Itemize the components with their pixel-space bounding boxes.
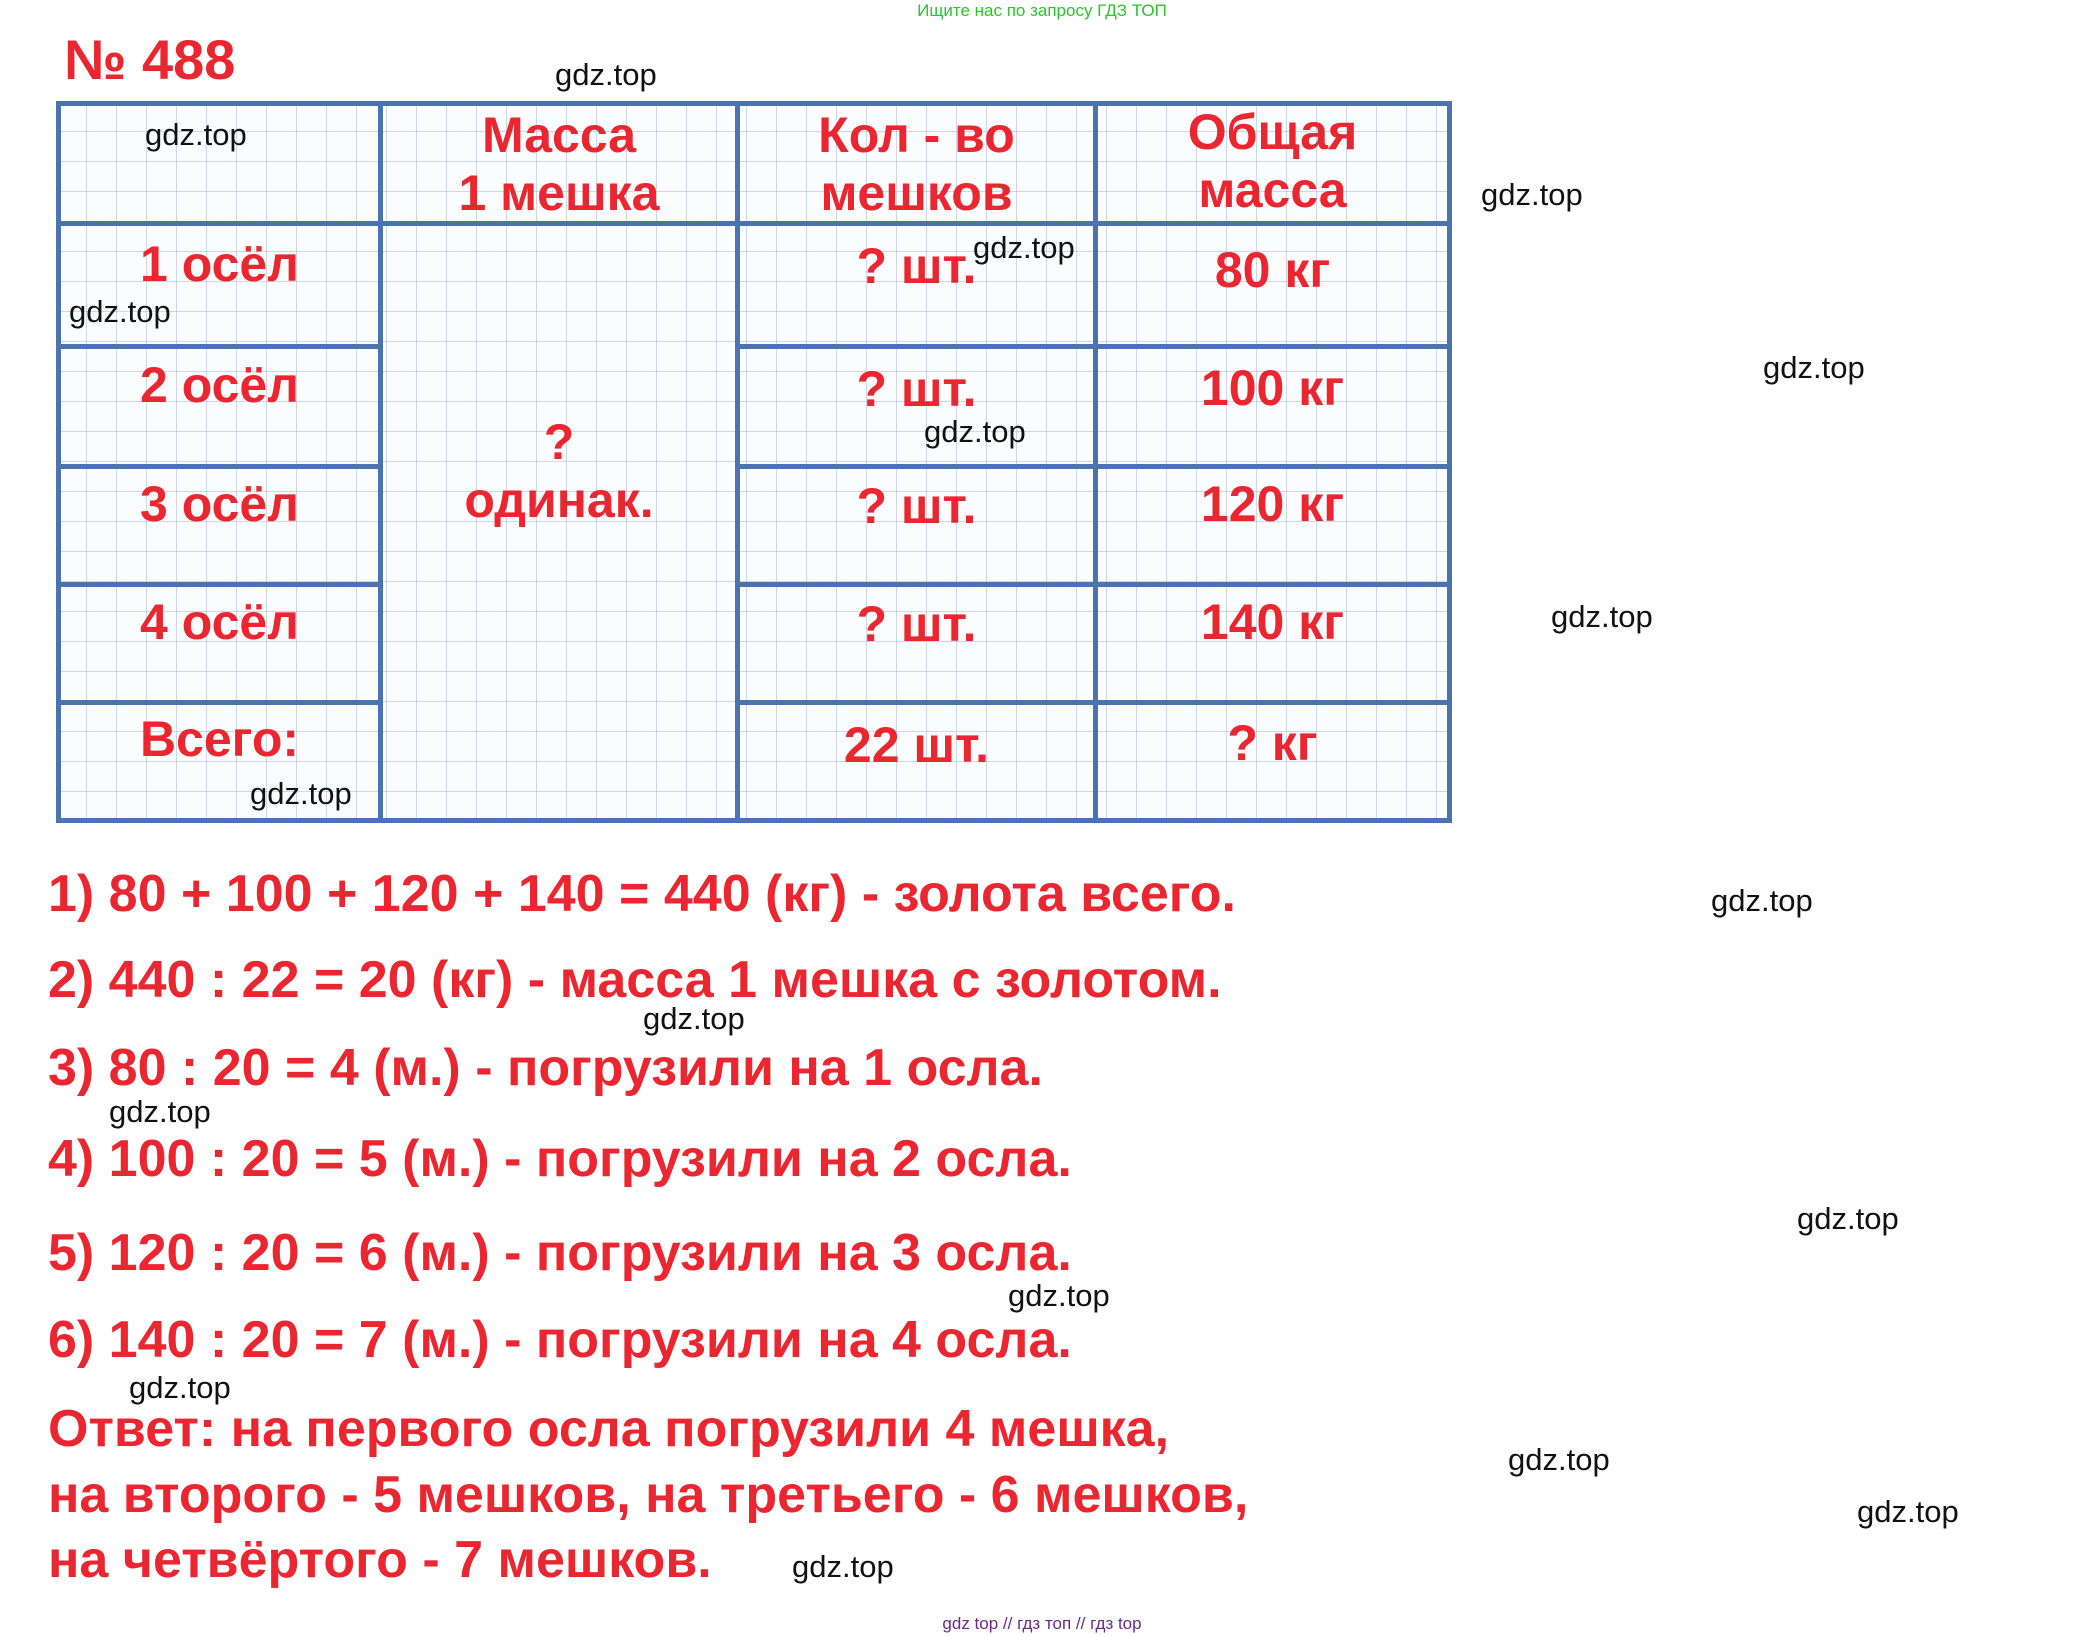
row-label: 1 осёл [140,236,299,292]
answer-line: на второго - 5 мешков, на третьего - 6 мешков, [48,1466,1249,1524]
watermark: gdz.top [109,1094,211,1129]
data-table [56,101,1452,823]
total-mass-cell: 100 кг [1200,360,1345,416]
row-label: 4 осёл [140,594,299,650]
table-border [735,344,1452,349]
table-border [735,464,1452,469]
watermark: gdz.top [145,117,247,152]
table-border [56,700,383,705]
watermark: gdz.top [250,776,352,811]
solution-step: 2) 440 : 22 = 20 (кг) - масса 1 мешка с золотом. [48,951,1222,1009]
header-total-mass: Общая масса [1187,104,1358,218]
watermark: gdz.top [924,414,1026,449]
total-mass-cell: 120 кг [1200,476,1345,532]
table-border [735,582,1452,587]
answer-line: Ответ: на первого осла погрузили 4 мешка, [48,1400,1170,1458]
bottom-note: gdz top // гдз топ // гдз top [942,1614,1142,1633]
solution-step: 5) 120 : 20 = 6 (м.) - погрузили на 3 осла. [48,1224,1072,1282]
row-label: Всего: [139,711,300,767]
task-number: № 488 [64,28,236,91]
solution-step: 1) 80 + 100 + 120 + 140 = 440 (кг) - золота всего. [48,865,1236,923]
header-bag-count: Кол - во мешков [818,107,1015,221]
table-border [735,700,1452,705]
watermark: gdz.top [1008,1278,1110,1313]
row-label: 2 осёл [140,357,299,413]
watermark: gdz.top [973,230,1075,265]
bag-count-cell: ? шт. [856,238,977,294]
total-mass-cell: 80 кг [1214,242,1331,298]
bag-count-cell: ? шт. [856,596,977,652]
watermark: gdz.top [643,1001,745,1036]
bag-count-cell: 22 шт. [843,717,990,773]
watermark: gdz.top [555,57,657,92]
solution-step: 6) 140 : 20 = 7 (м.) - погрузили на 4 осла. [48,1311,1072,1369]
table-border [1447,101,1452,823]
table-border [56,344,383,349]
watermark: gdz.top [1797,1201,1899,1236]
top-note: Ищите нас по запросу ГДЗ ТОП [917,1,1167,20]
table-border [56,464,383,469]
table-border [56,818,1452,823]
watermark: gdz.top [129,1370,231,1405]
watermark: gdz.top [1763,350,1865,385]
watermark: gdz.top [1551,599,1653,634]
row-label: 3 осёл [140,476,299,532]
header-mass-per-bag: Масса 1 мешка [458,107,660,221]
watermark: gdz.top [69,294,171,329]
total-mass-cell: 140 кг [1200,594,1345,650]
bag-count-cell: ? шт. [856,478,977,534]
watermark: gdz.top [1711,883,1813,918]
answer-line: на четвёртого - 7 мешков. [48,1531,712,1589]
bag-count-cell: ? шт. [856,361,977,417]
watermark: gdz.top [1508,1442,1610,1477]
solution-step: 3) 80 : 20 = 4 (м.) - погрузили на 1 осла. [48,1039,1043,1097]
watermark: gdz.top [1857,1494,1959,1529]
table-border [56,582,383,587]
mass-per-bag-value: ? одинак. [464,414,654,528]
watermark: gdz.top [792,1549,894,1584]
total-mass-cell: ? кг [1227,715,1318,771]
solution-step: 4) 100 : 20 = 5 (м.) - погрузили на 2 осла. [48,1130,1072,1188]
watermark: gdz.top [1481,177,1583,212]
